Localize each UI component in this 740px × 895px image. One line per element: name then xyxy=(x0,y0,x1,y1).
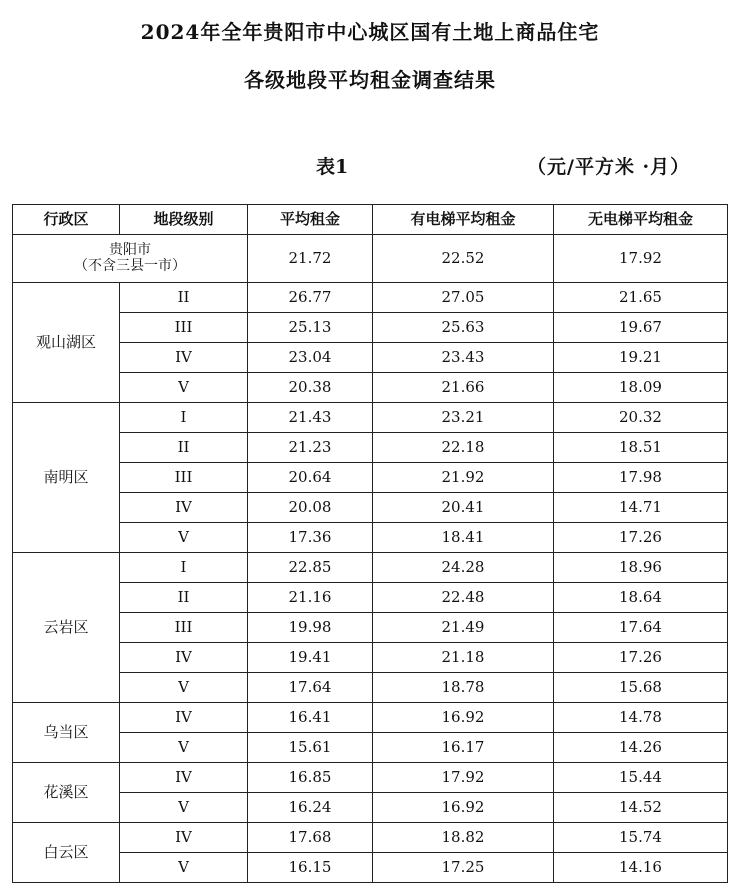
avg-rent-cell: 17.68 xyxy=(248,823,373,853)
city-avg-rent: 21.72 xyxy=(248,235,373,283)
avg-rent-cell: 21.23 xyxy=(248,433,373,463)
avg-rent-cell: 16.41 xyxy=(248,703,373,733)
grade-cell: IV xyxy=(120,763,248,793)
no-elevator-rent-cell: 17.98 xyxy=(554,463,728,493)
elevator-rent-cell: 21.66 xyxy=(373,373,554,403)
grade-cell: II xyxy=(120,583,248,613)
no-elevator-rent-cell: 17.64 xyxy=(554,613,728,643)
grade-cell: V xyxy=(120,523,248,553)
avg-rent-cell: 17.36 xyxy=(248,523,373,553)
table-row xyxy=(13,733,728,763)
no-elevator-rent-cell: 17.26 xyxy=(554,523,728,553)
table-row xyxy=(13,793,728,823)
document-title-line2: 各级地段平均租金调查结果 xyxy=(244,68,496,92)
elevator-rent-cell: 16.92 xyxy=(373,793,554,823)
district-name: 观山湖区 xyxy=(13,283,120,403)
grade-cell: IV xyxy=(120,343,248,373)
elevator-rent-cell: 17.92 xyxy=(373,763,554,793)
no-elevator-rent-cell: 20.32 xyxy=(554,403,728,433)
avg-rent-cell: 22.85 xyxy=(248,553,373,583)
district-name: 乌当区 xyxy=(13,703,120,763)
table-row xyxy=(13,463,728,493)
avg-rent-cell: 20.38 xyxy=(248,373,373,403)
elevator-rent-cell: 18.82 xyxy=(373,823,554,853)
district-name: 白云区 xyxy=(13,823,120,883)
no-elevator-rent-cell: 14.71 xyxy=(554,493,728,523)
avg-rent-cell: 19.98 xyxy=(248,613,373,643)
table-row xyxy=(13,613,728,643)
no-elevator-rent-cell: 18.96 xyxy=(554,553,728,583)
elevator-rent-cell: 16.17 xyxy=(373,733,554,763)
avg-rent-cell: 15.61 xyxy=(248,733,373,763)
header-avg-rent: 平均租金 xyxy=(248,205,373,235)
no-elevator-rent-cell: 18.64 xyxy=(554,583,728,613)
no-elevator-rent-cell: 14.52 xyxy=(554,793,728,823)
table-row xyxy=(13,673,728,703)
avg-rent-cell: 23.04 xyxy=(248,343,373,373)
elevator-rent-cell: 16.92 xyxy=(373,703,554,733)
city-elevator-rent: 22.52 xyxy=(373,235,554,283)
grade-cell: V xyxy=(120,673,248,703)
avg-rent-cell: 16.24 xyxy=(248,793,373,823)
header-row xyxy=(13,205,728,235)
no-elevator-rent-cell: 19.21 xyxy=(554,343,728,373)
avg-rent-cell: 20.08 xyxy=(248,493,373,523)
grade-cell: I xyxy=(120,553,248,583)
no-elevator-rent-cell: 15.74 xyxy=(554,823,728,853)
header-grade: 地段级别 xyxy=(120,205,248,235)
city-no-elevator-rent: 17.92 xyxy=(554,235,728,283)
header-no-elevator-rent: 无电梯平均租金 xyxy=(554,205,728,235)
table-row xyxy=(13,643,728,673)
elevator-rent-cell: 23.21 xyxy=(373,403,554,433)
city-cell xyxy=(13,235,248,283)
elevator-rent-cell: 22.48 xyxy=(373,583,554,613)
grade-cell: V xyxy=(120,373,248,403)
avg-rent-cell: 19.41 xyxy=(248,643,373,673)
grade-cell: V xyxy=(120,853,248,883)
avg-rent-cell: 25.13 xyxy=(248,313,373,343)
table-row xyxy=(13,703,728,733)
elevator-rent-cell: 22.18 xyxy=(373,433,554,463)
table-row xyxy=(13,823,728,853)
grade-cell: II xyxy=(120,283,248,313)
avg-rent-cell: 16.15 xyxy=(248,853,373,883)
table-header xyxy=(13,205,728,235)
district-name: 南明区 xyxy=(13,403,120,553)
grade-cell: III xyxy=(120,313,248,343)
elevator-rent-cell: 27.05 xyxy=(373,283,554,313)
city-name: 贵阳市 xyxy=(109,242,151,259)
grade-cell: IV xyxy=(120,493,248,523)
avg-rent-cell: 21.16 xyxy=(248,583,373,613)
grade-cell: V xyxy=(120,793,248,823)
unit-label: （元/平方米 ·月） xyxy=(527,156,691,178)
avg-rent-cell: 20.64 xyxy=(248,463,373,493)
table-row xyxy=(13,853,728,883)
grade-cell: II xyxy=(120,433,248,463)
city-note: （不含三县一市） xyxy=(74,257,186,274)
table-row xyxy=(13,373,728,403)
city-row xyxy=(13,235,728,283)
grade-cell: IV xyxy=(120,643,248,673)
no-elevator-rent-cell: 18.09 xyxy=(554,373,728,403)
grade-cell: IV xyxy=(120,823,248,853)
no-elevator-rent-cell: 19.67 xyxy=(554,313,728,343)
avg-rent-cell: 21.43 xyxy=(248,403,373,433)
table-row xyxy=(13,763,728,793)
table-row xyxy=(13,283,728,313)
district-name: 云岩区 xyxy=(13,553,120,703)
table-label: 表1 xyxy=(316,156,349,178)
no-elevator-rent-cell: 18.51 xyxy=(554,433,728,463)
no-elevator-rent-cell: 21.65 xyxy=(554,283,728,313)
elevator-rent-cell: 21.92 xyxy=(373,463,554,493)
district-name: 花溪区 xyxy=(13,763,120,823)
header-district: 行政区 xyxy=(13,205,120,235)
document-title-line1: 2024年全年贵阳市中心城区国有土地上商品住宅 xyxy=(140,20,600,44)
grade-cell: IV xyxy=(120,703,248,733)
elevator-rent-cell: 21.49 xyxy=(373,613,554,643)
elevator-rent-cell: 21.18 xyxy=(373,643,554,673)
no-elevator-rent-cell: 17.26 xyxy=(554,643,728,673)
table-row xyxy=(13,493,728,523)
elevator-rent-cell: 18.41 xyxy=(373,523,554,553)
table-row xyxy=(13,553,728,583)
avg-rent-cell: 17.64 xyxy=(248,673,373,703)
table-row xyxy=(13,313,728,343)
no-elevator-rent-cell: 14.78 xyxy=(554,703,728,733)
table-row xyxy=(13,433,728,463)
elevator-rent-cell: 17.25 xyxy=(373,853,554,883)
grade-cell: I xyxy=(120,403,248,433)
table-row xyxy=(13,343,728,373)
elevator-rent-cell: 20.41 xyxy=(373,493,554,523)
elevator-rent-cell: 25.63 xyxy=(373,313,554,343)
no-elevator-rent-cell: 15.44 xyxy=(554,763,728,793)
grade-cell: III xyxy=(120,463,248,493)
table-row xyxy=(13,583,728,613)
table-row xyxy=(13,403,728,433)
no-elevator-rent-cell: 14.26 xyxy=(554,733,728,763)
grade-cell: III xyxy=(120,613,248,643)
table-body xyxy=(13,235,728,883)
elevator-rent-cell: 23.43 xyxy=(373,343,554,373)
elevator-rent-cell: 24.28 xyxy=(373,553,554,583)
rent-table xyxy=(12,204,728,883)
elevator-rent-cell: 18.78 xyxy=(373,673,554,703)
avg-rent-cell: 26.77 xyxy=(248,283,373,313)
grade-cell: V xyxy=(120,733,248,763)
header-elevator-rent: 有电梯平均租金 xyxy=(373,205,554,235)
avg-rent-cell: 16.85 xyxy=(248,763,373,793)
no-elevator-rent-cell: 14.16 xyxy=(554,853,728,883)
no-elevator-rent-cell: 15.68 xyxy=(554,673,728,703)
table-row xyxy=(13,523,728,553)
